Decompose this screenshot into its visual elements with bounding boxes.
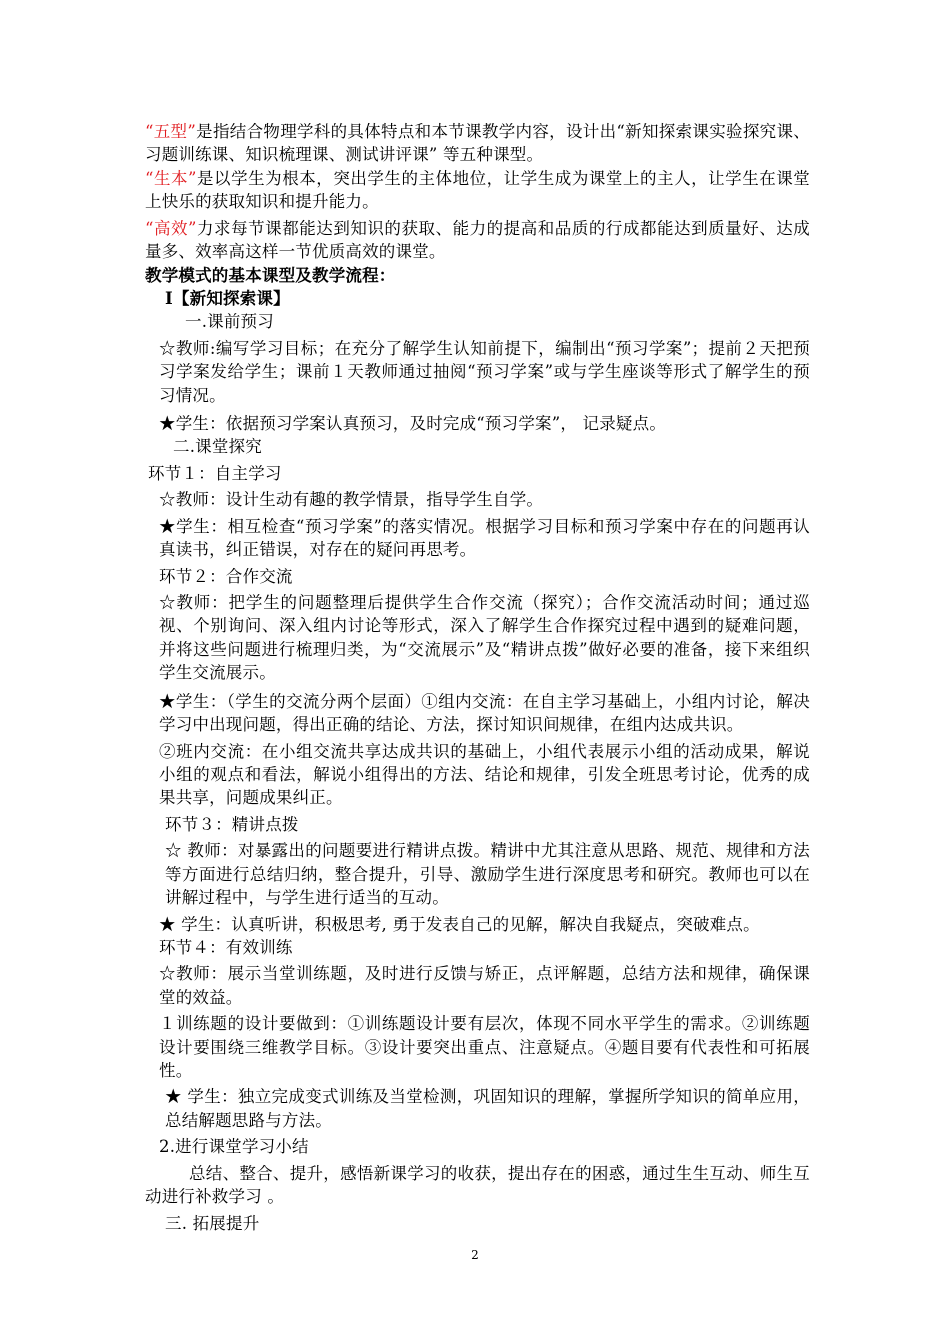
link2-teacher: ☆教师：把学生的问题整理后提供学生合作交流（探究）；合作交流活动时间；通过巡视、个别询问、深入组内讨论等形式，深入了解学生合作探究过程中遇到的疑难问题，并将这些问题进行梳理归类，为“交流展示”及“精讲点拨”做好必要的准备，接下来组织学生交流展示。 xyxy=(159,593,810,683)
page-number: 2 xyxy=(471,1248,479,1262)
term-gaoxiao: “高效” xyxy=(145,218,197,238)
link3-teacher: ☆ 教师：对暴露出的问题要进行精讲点拨。精讲中尤其注意从思路、规范、规律和方法等方面进行总结归纳，整合提升，引导、激励学生进行深度思考和研究。教师也可以在讲解过程中，与学生进行适当的互动。 xyxy=(165,841,810,908)
gaoxiao-description: 力求每节课都能达到知识的获取、能力的提高和品质的行成都能达到质量好、达成量多、效率高这样一节优质高效的课堂。 xyxy=(145,218,811,262)
section-title-classroom: 二.课堂探究 xyxy=(173,437,262,457)
heading-new-knowledge-course: Ⅰ【新知探索课】 xyxy=(165,288,290,308)
link1-teacher: ☆教师：设计生动有趣的教学情景，指导学生自学。 xyxy=(159,490,544,510)
link1-student: ★学生：相互检查“预习学案”的落实情况。根据学习目标和预习学案中存在的问题再认真读书，纠正错误，对存在的疑问再思考。 xyxy=(159,516,810,560)
link3-title: 环节３：精讲点拨 xyxy=(165,814,299,834)
preview-teacher: ☆教师:编写学习目标；在充分了解学生认知前提下，编制出“预习学案”；提前２天把预习学案发给学生；课前１天教师通过抽阅“预习学案”或与学生座谈等形式了解学生的预习情况。 xyxy=(159,338,810,405)
link4-design-requirements: １训练题的设计要做到：①训练题设计要有层次，体现不同水平学生的需求。②训练题设计要围绕三维教学目标。③设计要突出重点、注意疑点。④题目要有代表性和可拓展性。 xyxy=(159,1014,810,1081)
intro-shengben xyxy=(145,167,810,214)
link1-title: 环节１：自主学习 xyxy=(148,463,282,483)
summary-text: 总结、整合、提升，感悟新课学习的收获，提出存在的困惑，通过生生互动、师生互动进行补救学习 。 xyxy=(145,1163,810,1207)
section-title-extension: 三. 拓展提升 xyxy=(165,1213,260,1233)
wuxing-description: 是指结合物理学科的具体特点和本节课教学内容，设计出“新知探索课实验探究课、习题训练课、知识梳理课、测试讲评课” 等五种课型。 xyxy=(145,122,810,165)
intro-gaoxiao xyxy=(145,217,810,264)
heading-teaching-mode: 教学模式的基本课型及教学流程： xyxy=(145,265,396,285)
link2-student: ★学生：（学生的交流分两个层面）①组内交流：在自主学习基础上，小组内讨论，解决学习中出现问题，得出正确的结论、方法，探讨知识间规律，在组内达成共识。 xyxy=(159,691,810,735)
link3-student: ★ 学生：认真听讲，积极思考, 勇于发表自己的见解，解决自我疑点，突破难点。 xyxy=(159,914,760,934)
link2-title: 环节２：合作交流 xyxy=(159,566,293,586)
preview-student: ★学生：依据预习学案认真预习，及时完成“预习学案”， 记录疑点。 xyxy=(159,414,667,434)
term-shengben: “生本” xyxy=(145,168,197,188)
link2-class-exchange: ②班内交流：在小组交流共享达成共识的基础上，小组代表展示小组的活动成果，解说小组的观点和看法，解说小组得出的方法、结论和规律，引发全班思考讨论，优秀的成果共享，问题成果纠正。 xyxy=(159,741,810,808)
summary-title: 2.进行课堂学习小结 xyxy=(159,1137,309,1157)
link4-student: ★ 学生：独立完成变式训练及当堂检测，巩固知识的理解，掌握所学知识的简单应用，总结解题思路与方法。 xyxy=(165,1087,810,1130)
document-body xyxy=(145,120,810,1235)
link4-teacher: ☆教师：展示当堂训练题，及时进行反馈与矫正，点评解题，总结方法和规律，确保课堂的效益。 xyxy=(159,964,810,1007)
intro-wuxing xyxy=(145,120,810,167)
link4-title: 环节４：有效训练 xyxy=(159,937,293,957)
section-title-preview: 一.课前预习 xyxy=(185,312,274,332)
shengben-description: 是以学生为根本，突出学生的主体地位，让学生成为课堂上的主人，让学生在课堂上快乐的获取知识和提升能力。 xyxy=(145,168,811,212)
term-wuxing: “五型” xyxy=(145,122,197,141)
